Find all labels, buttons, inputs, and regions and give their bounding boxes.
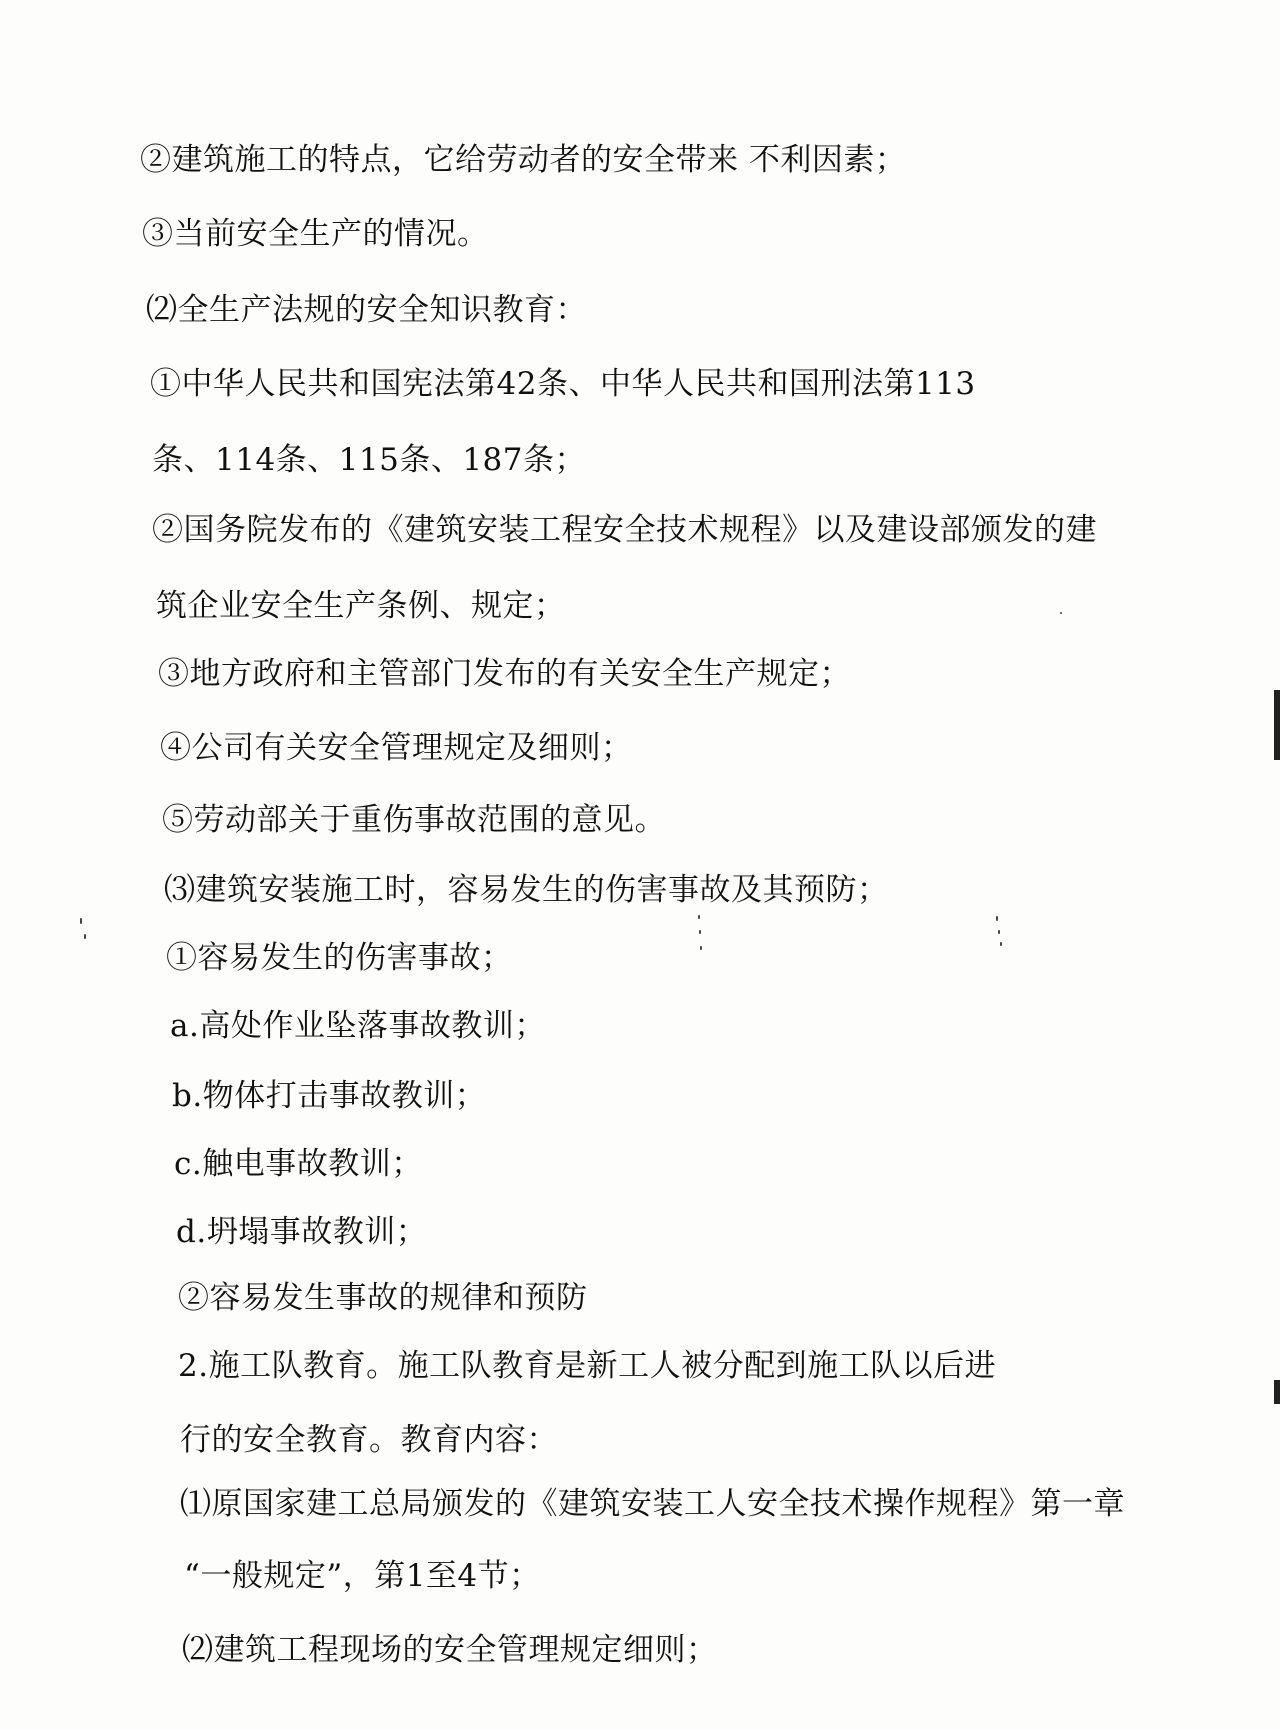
- scan-speck: [1060, 612, 1062, 614]
- text-line: ①容易发生的伤害事故；: [166, 940, 513, 976]
- text-line: 条、114条、115条、187条；: [152, 442, 587, 478]
- scan-speck: [998, 930, 1000, 934]
- edge-shadow: [1274, 690, 1280, 760]
- text-line: b.物体打击事故教训；: [172, 1078, 487, 1114]
- scan-speck: [84, 934, 86, 939]
- text-line: 2.施工队教育。施工队教育是新工人被分配到施工队以后进: [178, 1348, 997, 1384]
- text-line: ③地方政府和主管部门发布的有关安全生产规定；: [158, 656, 851, 692]
- text-line: d.坍塌事故教训；: [176, 1214, 428, 1250]
- text-line: ⑴原国家建工总局颁发的《建筑安装工人安全技术操作规程》第一章: [180, 1486, 1125, 1522]
- text-line: ③当前安全生产的情况。: [142, 216, 489, 252]
- scan-speck: [699, 930, 701, 934]
- text-line: ⑵建筑工程现场的安全管理规定细则；: [182, 1632, 718, 1668]
- text-line: ②国务院发布的《建筑安装工程安全技术规程》以及建设部颁发的建: [152, 512, 1097, 548]
- text-line: ①中华人民共和国宪法第42条、中华人民共和国刑法第113: [150, 366, 976, 402]
- text-line: “一般规定”，第1至4节；: [184, 1558, 541, 1594]
- scan-speck: [698, 915, 700, 919]
- edge-shadow: [1274, 1380, 1280, 1404]
- scan-speck: [700, 946, 702, 950]
- scan-speck: [996, 916, 998, 921]
- scan-speck: [1000, 942, 1002, 946]
- text-line: ⑶建筑安装施工时，容易发生的伤害事故及其预防；: [164, 872, 889, 908]
- text-line: ②容易发生事故的规律和预防: [178, 1280, 588, 1316]
- text-line: 筑企业安全生产条例、规定；: [156, 588, 566, 624]
- text-line: ⑵全生产法规的安全知识教育：: [146, 292, 587, 328]
- text-line: ④公司有关安全管理规定及细则；: [160, 730, 633, 766]
- text-line: c.触电事故教训；: [174, 1146, 423, 1182]
- text-line: 行的安全教育。教育内容：: [180, 1422, 558, 1458]
- text-line: ⑤劳动部关于重伤事故范围的意见。: [162, 802, 666, 838]
- text-line: a.高处作业坠落事故教训；: [170, 1008, 546, 1044]
- scan-speck: [80, 918, 82, 924]
- text-line: ②建筑施工的特点，它给劳动者的安全带来 不利因素；: [140, 142, 907, 178]
